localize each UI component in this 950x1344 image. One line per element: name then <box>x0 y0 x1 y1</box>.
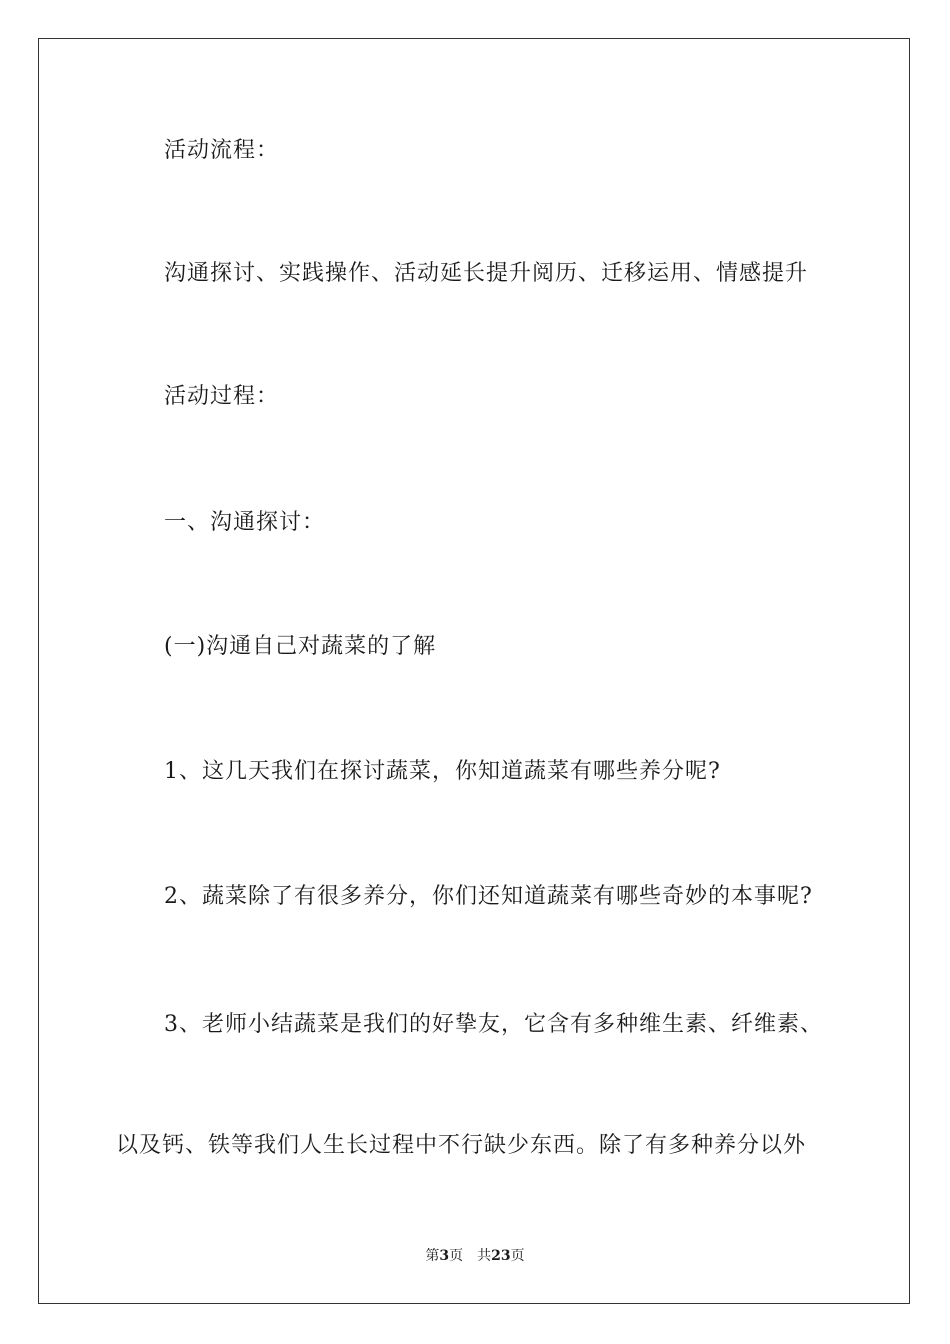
paragraph-item-3: 3、老师小结蔬菜是我们的好挚友，它含有多种维生素、纤维素、 <box>164 1012 823 1037</box>
footer-page-prefix: 第 <box>425 1248 440 1264</box>
section-heading-discussion: 一、沟通探讨： <box>164 510 326 535</box>
page-border <box>38 38 910 1304</box>
subsection-heading: (一)沟通自己对蔬菜的了解 <box>164 634 437 659</box>
section-heading-flow: 活动流程： <box>164 138 280 163</box>
footer-page-suffix: 页 <box>449 1248 464 1264</box>
footer-total-pages: 23 <box>491 1248 511 1264</box>
footer-total-suffix: 页 <box>510 1248 525 1264</box>
footer-page-number: 3 <box>439 1248 450 1264</box>
paragraph-item-3-continued: 以及钙、铁等我们人生长过程中不行缺少东西。除了有多种养分以外 <box>116 1133 807 1158</box>
section-heading-process: 活动过程： <box>164 384 280 409</box>
footer-total-prefix: 共 <box>477 1248 492 1264</box>
page-footer <box>0 1246 950 1266</box>
paragraph-flow-steps: 沟通探讨、实践操作、活动延长提升阅历、迁移运用、情感提升 <box>164 261 809 286</box>
paragraph-item-2: 2、蔬菜除了有很多养分，你们还知道蔬菜有哪些奇妙的本事呢? <box>164 884 813 909</box>
paragraph-item-1: 1、这几天我们在探讨蔬菜，你知道蔬菜有哪些养分呢? <box>164 759 721 784</box>
